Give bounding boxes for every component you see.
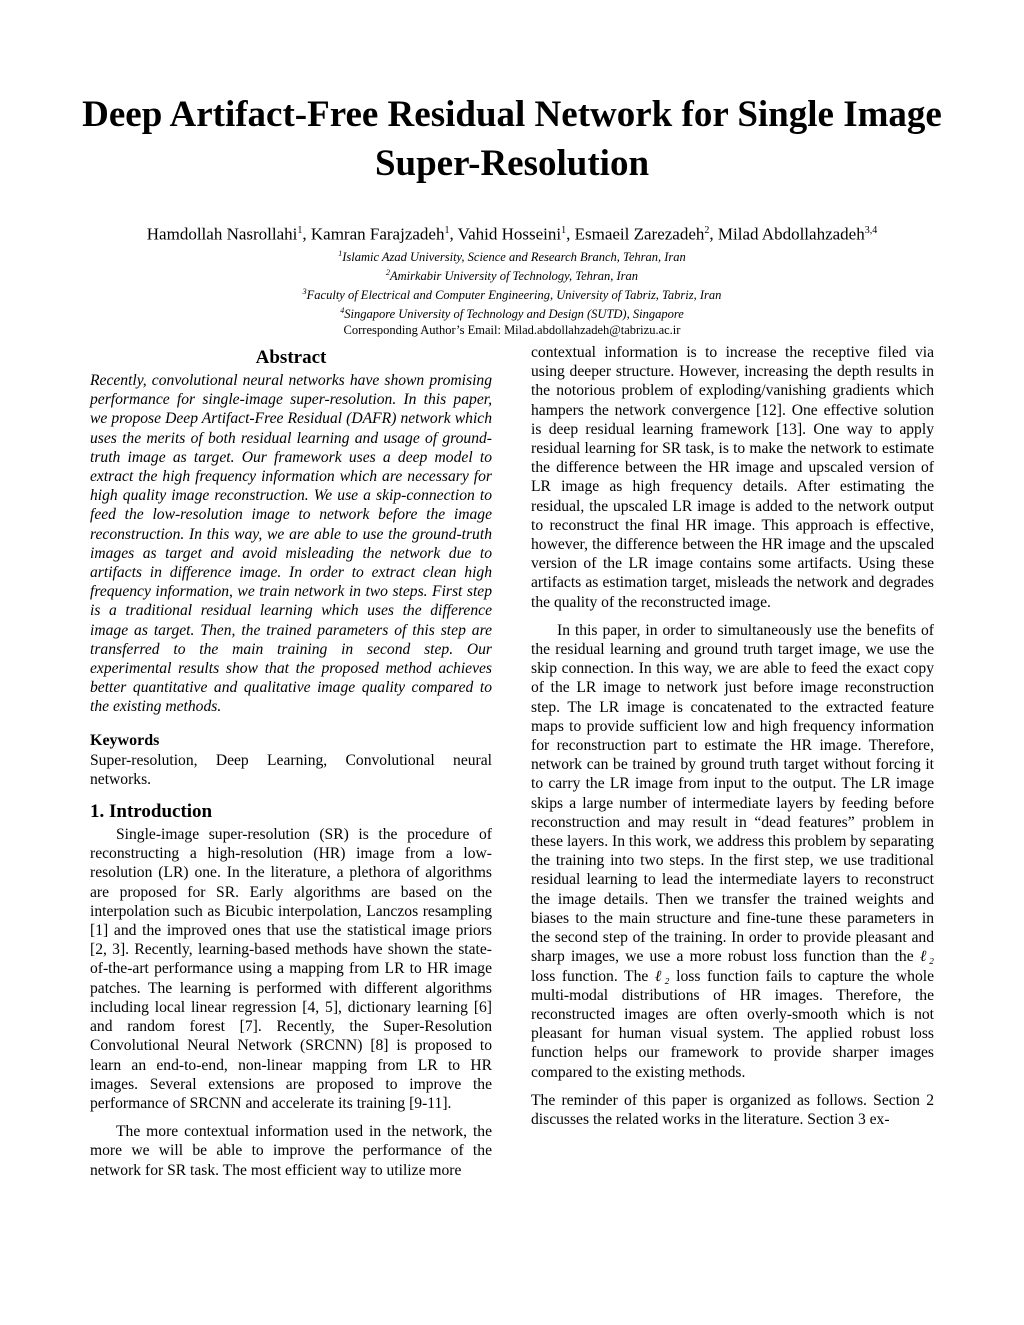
author-name: Vahid Hosseini xyxy=(457,224,562,244)
affiliation-text: Singapore University of Technology and Design (SUTD), Singapore xyxy=(344,307,684,322)
abstract-heading: Abstract xyxy=(255,347,327,368)
left-column xyxy=(90,343,492,1180)
affiliation-sup: 2 xyxy=(385,267,390,277)
affiliation-text: Faculty of Electrical and Computer Engineering, University of Tabriz, Tabriz, Iran xyxy=(306,288,722,303)
intro-paragraph-4-part-c: loss function fails to capture the whole multi-modal distributions of HR images. Therefore, the reconstructed images are often overly-smooth which is not pleasant for human visual system. The applied robust loss function helps our framework to provide sharper images compared to the existing methods. xyxy=(531,967,934,1081)
author-sup: 1 xyxy=(444,225,450,236)
right-column xyxy=(531,343,934,1129)
intro-paragraph-4-part-a: In this paper, in order to simultaneously use the benefits of the residual learning and ground truth target image, we use the skip connection. In this way, we are able to feed the exact copy of the LR image to network just before image reconstruction step. The LR image is concatenated to the extracted feature maps to provide sufficient low and high frequency information for reconstruction part to estimate the HR image. Therefore, network can be trained by ground truth target without forcing it to carry the LR image from input to the output. The LR image skips a large number of intermediate layers by feeding before reconstruction and may result in “dead features” problem in these layers. In this work, we address this problem by separating the training into two steps. In the first step, we use traditional residual learning to lead the intermediate layers to reconstruct the image details. Then we transfer the trained weights and biases to the main structure and fine-tune these parameters in the second step of the training. In order to provide pleasant and sharp images, we use a more robust loss function than the xyxy=(531,621,934,966)
intro-paragraph-1: Single-image super-resolution (SR) is the procedure of reconstructing a high-resolution (HR) image from a low-resolution (LR) one. In the literature, a plethora of algorithms are proposed for SR. Early algorithms are based on the interpolation such as Bicubic interpolation, Lanczos resampling [1] and the improved ones that use the statistical image priors [2, 3]. Recently, learning-based methods have shown the state-of-the-art performance using a mapping from LR to HR image patches. The learning is performed with different algorithms including local linear regression [4, 5], dictionary learning [6] and random forest [7]. Recently, the Super-Resolution Convolutional Neural Network (SRCNN) [8] is proposed to learn an end-to-end, non-linear mapping from LR to HR images. Several extensions are proposed to improve the performance of SRCNN and accelerate its training [9-11]. xyxy=(90,826,492,1112)
affiliation xyxy=(40,303,984,322)
intro-paragraph-3: contextual information is to increase the receptive filed via using deeper structure. However, increasing the depth results in the notorious problem of exploding/vanishing gradients which hampers the network convergence [12]. One effective solution is deep residual learning framework [13]. One way to apply residual learning for SR task, is to make the network to estimate the difference between the HR image and upscaled version of LR image as high frequency details. After estimating the residual, the upscaled LR image is added to the network output to reconstruct the final HR image. This approach is effective, however, the difference between the HR image and the upscaled version of the LR image contains some artifacts. Using these artifacts as estimation target, misleads the network and degrades the quality of the reconstructed image. xyxy=(531,344,934,611)
author-name: Kamran Farajzadeh xyxy=(310,224,445,244)
paper-title: Deep Artifact-Free Residual Network for Single Image Super-Resolution xyxy=(82,94,942,184)
author-sup: 2 xyxy=(704,225,710,236)
corresponding-email: Corresponding Author’s Email: Milad.abdollahzadeh@tabrizu.ac.ir xyxy=(343,323,681,338)
intro-paragraph-5: The reminder of this paper is organized as follows. Section 2 discusses the related works in the literature. Section 3 ex- xyxy=(531,1091,934,1128)
intro-paragraph-2: The more contextual information used in the network, the more we will be able to improve the performance of the network for SR task. The most efficient way to utilize more xyxy=(90,1123,492,1179)
author-name: Milad Abdollahzadeh xyxy=(717,224,865,244)
intro-paragraph-4 xyxy=(531,621,934,1082)
affiliation-text: Islamic Azad University, Science and Research Branch, Tehran, Iran xyxy=(342,249,686,264)
affiliation-sup: 3 xyxy=(302,286,307,296)
affiliation xyxy=(40,265,984,284)
affiliation-sup: 4 xyxy=(340,306,345,316)
l2-symbol: ℓ₂ xyxy=(654,967,670,985)
author-block xyxy=(40,220,984,338)
intro-paragraph-4-part-b: loss function. The xyxy=(531,967,655,985)
author-name: Esmaeil Zarezadeh xyxy=(574,224,705,244)
author-sup: 1 xyxy=(561,225,567,236)
author-list: Hamdollah Nasrollahi$^1$, Kamran Farajzadeh$^1$, Vahid Hosseini$^1$, Esmaeil Zarezadeh$^2$, Milad Abdollahzadeh$^{3,4}$ xyxy=(146,224,878,244)
author-sup: 1 xyxy=(297,225,303,236)
author-sup: 3,4 xyxy=(864,225,878,236)
affiliation-sup: 1 xyxy=(338,248,343,258)
abstract-text: Recently, convolutional neural networks have shown promising performance for single-image super-resolution. In this paper, we propose Deep Artifact-Free Residual (DAFR) network which uses the merits of both residual learning and usage of ground-truth image as target. Our framework uses a deep model to extract the high frequency information which are necessary for high quality image reconstruction. We use a skip-connection to feed the low-resolution image to network before the image reconstruction. In this way, we are able to use the ground-truth images as target and avoid misleading the network due to artifacts in difference image. In order to extract clean high frequency information, we train network in two steps. First step is a traditional residual learning which uses the difference image as target. Then, the trained parameters of this step are transferred to the main training in second step. Our experimental results show that the proposed method achieves better quantitative and qualitative image quality compared to the existing methods. xyxy=(90,372,492,716)
keywords-heading: Keywords xyxy=(90,731,160,749)
affiliation xyxy=(40,284,984,303)
section-heading-introduction: 1. Introduction xyxy=(90,801,213,823)
affiliation-text: Amirkabir University of Technology, Tehran, Iran xyxy=(389,268,639,283)
keywords-text: Super-resolution, Deep Learning, Convolutional neural networks. xyxy=(90,751,492,788)
affiliation xyxy=(40,246,984,265)
author-name: Hamdollah Nasrollahi xyxy=(146,224,298,244)
l2-symbol: ℓ₂ xyxy=(919,948,935,966)
